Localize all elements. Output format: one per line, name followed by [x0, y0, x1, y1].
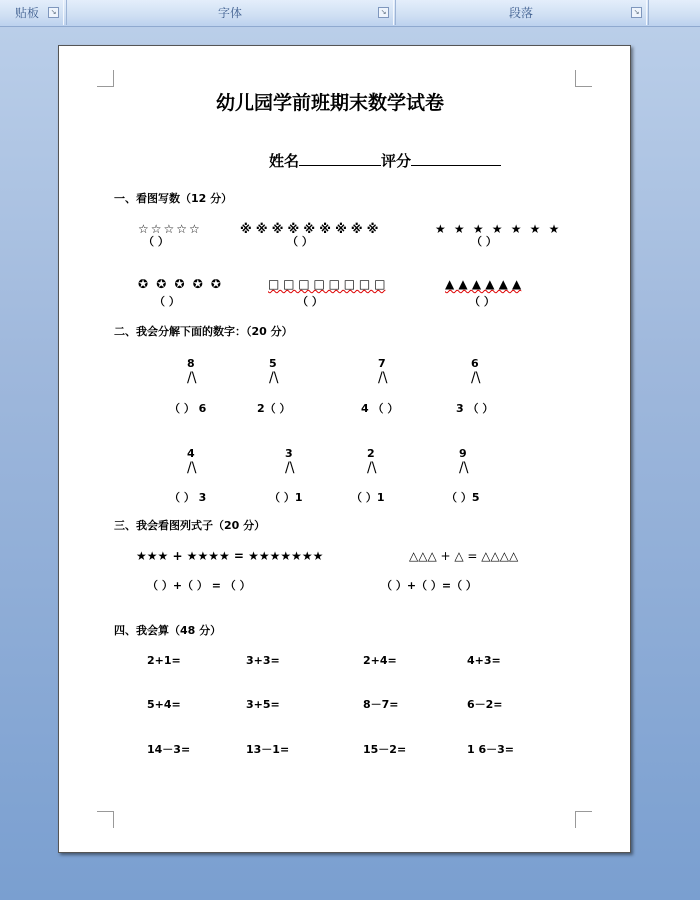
picture-group: □ □ □ □ □ □ □ □ — [268, 277, 386, 291]
name-score-row — [269, 151, 501, 171]
decompose-answer[interactable]: （ ）5 — [446, 491, 480, 504]
ribbon-group-label: 字体 — [217, 6, 242, 20]
decompose-number: 6 — [471, 357, 479, 370]
decompose-number: 3 — [285, 447, 293, 460]
dialog-launcher-icon[interactable]: ↘ — [48, 7, 59, 18]
section-heading-3: 三、我会看图列式子（20 分） — [114, 519, 266, 532]
arithmetic-problem[interactable]: 14－3= — [147, 743, 191, 756]
equation-picture: △△△ + △ = △△△△ — [409, 549, 519, 563]
equation-blanks[interactable]: （ ）+（ ）=（ ） — [381, 579, 477, 592]
decompose-number: 4 — [187, 447, 195, 460]
decompose-answer[interactable]: 3 （ ） — [456, 402, 494, 415]
margin-corner-mark — [575, 70, 592, 87]
answer-blank[interactable]: （ ） — [297, 295, 323, 308]
dialog-launcher-icon[interactable]: ↘ — [378, 7, 389, 18]
score-blank[interactable] — [411, 151, 501, 166]
decompose-answer[interactable]: （ ） 3 — [169, 491, 207, 504]
ribbon-group-label: 贴板 — [14, 6, 39, 20]
equation-picture: ★★★ + ★★★★ = ★★★★★★★ — [136, 549, 324, 563]
margin-corner-mark — [97, 70, 114, 87]
margin-corner-mark — [97, 811, 114, 828]
ribbon-group-paragraph[interactable] — [395, 0, 647, 25]
arithmetic-problem[interactable]: 8－7= — [363, 698, 399, 711]
picture-group: ☆☆☆☆☆ — [138, 222, 202, 236]
arithmetic-problem[interactable]: 4+3= — [467, 654, 501, 667]
arithmetic-problem[interactable]: 3+5= — [246, 698, 280, 711]
answer-blank[interactable]: （ ） — [143, 235, 169, 248]
arithmetic-problem[interactable]: 3+3= — [246, 654, 280, 667]
split-caret: /\ — [187, 370, 197, 386]
answer-blank[interactable]: （ ） — [469, 295, 495, 308]
decompose-number: 5 — [269, 357, 277, 370]
equation-blanks[interactable]: （ ）+（ ） = （ ） — [147, 579, 251, 592]
section-heading-1: 一、看图写数（12 分） — [114, 192, 233, 205]
dialog-launcher-icon[interactable]: ↘ — [631, 7, 642, 18]
arithmetic-problem[interactable]: 2+1= — [147, 654, 181, 667]
section-heading-4: 四、我会算（48 分） — [114, 624, 222, 637]
arithmetic-problem[interactable]: 13－1= — [246, 743, 290, 756]
margin-corner-mark — [575, 811, 592, 828]
arithmetic-problem[interactable]: 15－2= — [363, 743, 407, 756]
document-page[interactable] — [58, 45, 631, 853]
decompose-answer[interactable]: （ ）1 — [269, 491, 303, 504]
split-caret: /\ — [378, 370, 388, 386]
split-caret: /\ — [471, 370, 481, 386]
decompose-answer[interactable]: 2（ ） — [257, 402, 291, 415]
arithmetic-problem[interactable]: 1 6－3= — [467, 743, 515, 756]
answer-blank[interactable]: （ ） — [154, 295, 180, 308]
ribbon-group-clipboard[interactable] — [0, 0, 64, 25]
picture-group: ※ ※ ※ ※ ※ ※ ※ ※ ※ — [240, 222, 379, 236]
decompose-number: 9 — [459, 447, 467, 460]
ribbon-group-font[interactable] — [66, 0, 394, 25]
answer-blank[interactable]: （ ） — [471, 235, 497, 248]
split-caret: /\ — [367, 460, 377, 476]
score-label: 评分 — [381, 152, 412, 170]
arithmetic-problem[interactable]: 2+4= — [363, 654, 397, 667]
ribbon-group-next[interactable] — [648, 0, 700, 25]
ribbon-group-label: 段落 — [508, 6, 533, 20]
picture-group: ★ ★ ★ ★ ★ ★ ★ — [435, 222, 562, 236]
arithmetic-problem[interactable]: 6－2= — [467, 698, 503, 711]
decompose-answer[interactable]: （ ） 6 — [169, 402, 207, 415]
decompose-answer[interactable]: （ ）1 — [351, 491, 385, 504]
arithmetic-problem[interactable]: 5+4= — [147, 698, 181, 711]
split-caret: /\ — [187, 460, 197, 476]
decompose-number: 7 — [378, 357, 386, 370]
name-blank[interactable] — [299, 151, 381, 166]
decompose-answer[interactable]: 4 （ ） — [361, 402, 399, 415]
ribbon — [0, 0, 700, 27]
answer-blank[interactable]: （ ） — [287, 235, 313, 248]
decompose-number: 2 — [367, 447, 375, 460]
section-heading-2: 二、我会分解下面的数字：（20 分） — [114, 325, 293, 338]
split-caret: /\ — [285, 460, 295, 476]
split-caret: /\ — [459, 460, 469, 476]
picture-group: ▲ ▲ ▲ ▲ ▲ ▲ — [445, 277, 522, 291]
decompose-number: 8 — [187, 357, 195, 370]
page-title: 幼儿园学前班期末数学试卷 — [216, 92, 445, 114]
name-label: 姓名 — [269, 152, 300, 170]
split-caret: /\ — [269, 370, 279, 386]
picture-group: ✪ ✪ ✪ ✪ ✪ — [138, 277, 223, 291]
